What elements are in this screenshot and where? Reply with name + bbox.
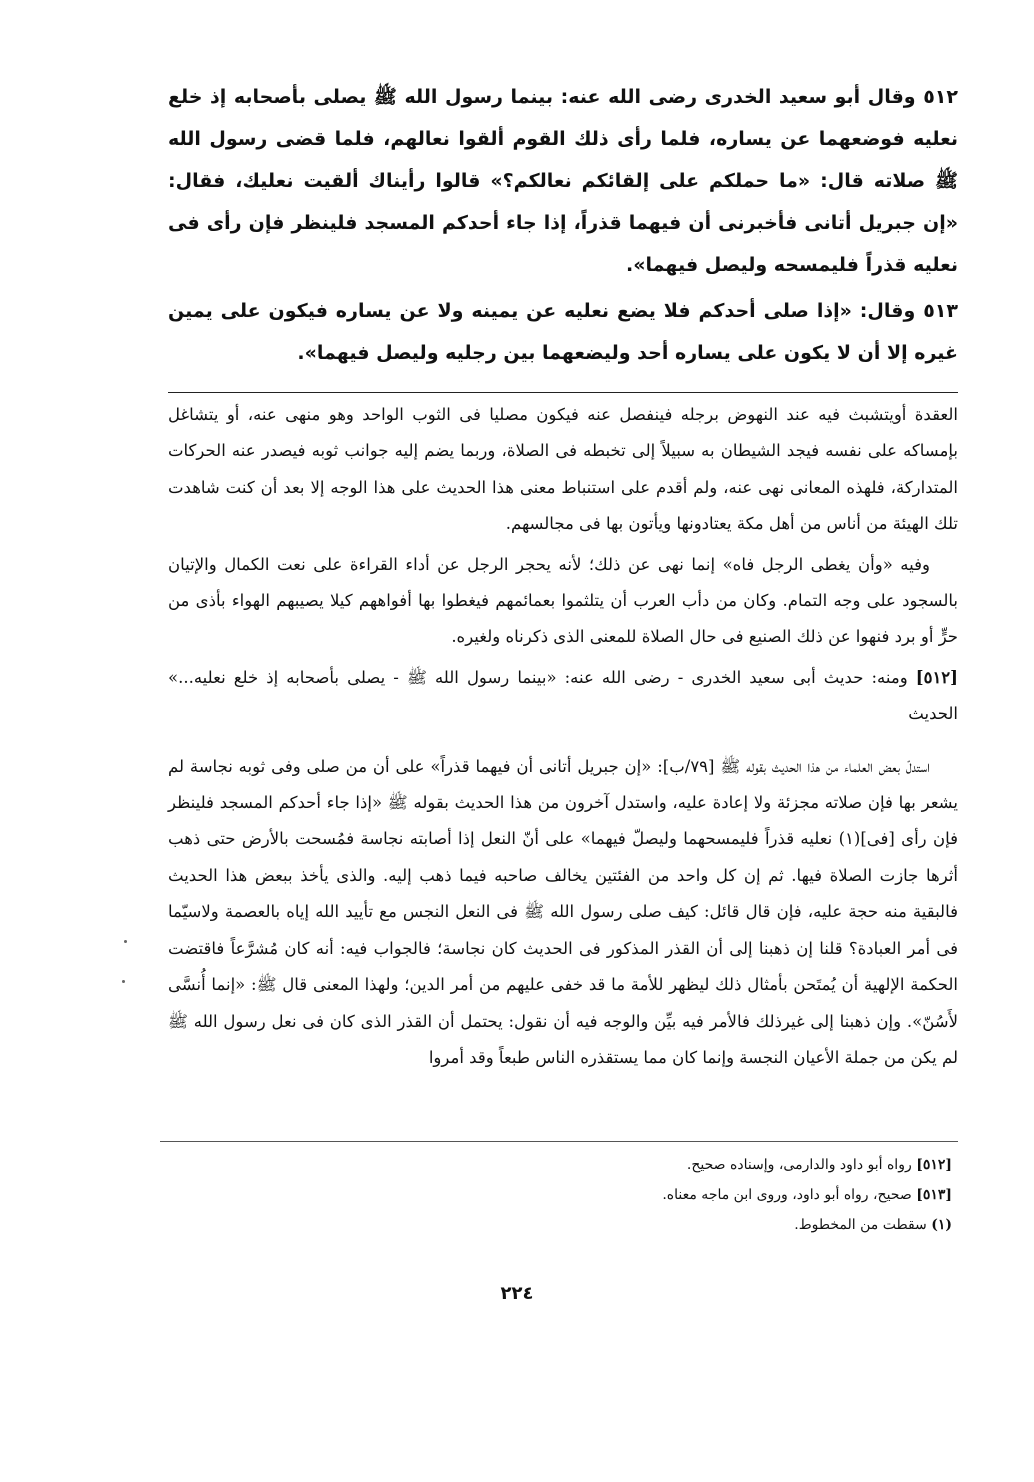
hadith-513 [168,290,958,374]
footnote-text: رواه أبو داود والدارمى، وإسناده صحيح. [686,1157,912,1173]
scan-speck [124,940,127,943]
section-ref-text: ومنه: حديث أبى سعيد الخدرى - رضى الله عنه: «بينما رسول الله ﷺ - يصلى بأصحابه إذ خلع نعليه...» الحديث [168,667,958,724]
footnote-text: صحيح، رواه أبو داود، وروى ابن ماجه معناه. [662,1187,912,1203]
page-number: ٢٢٤ [500,1283,534,1304]
hadith-number: ٥١٢ [923,86,958,108]
footnote-divider [160,1141,958,1142]
commentary-paragraph: وفيه «وأن يغطى الرجل فاه» إنما نهى عن ذلك؛ لأنه يحجر الرجل عن أداء القراءة على نعت الكمال والإتيان بالسجود على وجه التمام. وكان من دأب العرب أن يتلثموا بعمائمهم فيغطوا بها أفواههم كيلا يصيبهم الهواء بأذى من حرٍّ أو برد فنهوا عن ذلك الصنيع فى حال الصلاة للمعنى الذى ذكرناه ولغيره. [168,554,958,647]
hadith-number: ٥١٣ [923,300,958,322]
footnote-item [300,1180,952,1210]
section-reference [168,660,958,733]
scan-speck [122,980,125,983]
commentary-paragraph: العقدة أويتشبث فيه عند النهوض برجله فينفصل عنه فيكون مصليا فى الثوب الواحد وهو منهى عنه، أو يتشاغل بإمساكه على نفسه فيجد الشيطان به سبيلاً إلى تخبطه فى الصلاة، وربما يضم إليه جوانب ثوبه فيصدر عنه الحركات المتداركة، فلهذه المعانى نهى عنه، ولم أقدم على استنباط معنى هذا الحديث على هذا الوجه إلا بعد أن كنت شاهدت تلك الهيئة من أناس من أهل مكة يعتادونها ويأتون بها فى مجالسهم. [168,405,958,534]
footnote-ref: (١) [931,1217,952,1233]
footnotes [300,1150,952,1240]
discussion-paragraph: استدلّ بعض العلماء من هذا الحديث بقوله ﷺ [٧٩/ب]: «إن جبريل أتانى أن فيهما قذراً» على أن من صلى وفى ثوبه نجاسة لم يشعر بها فإن صلاته مجزئة ولا إعادة عليه، واستدل آخرون من هذا الحديث بقوله ﷺ «إذا جاء أحدكم المسجد فلينظر فإن رأى [فى](١) نعليه قذراً فليمسحهما وليصلّ فيهما» على أنّ النعل إذا أصابته نجاسة فمُسحت بالأرض حتى ذهب أثرها جازت الصلاة فيها. ثم إن كل واحد من الفئتين يخالف صاحبه فيما ذهب إليه. والذى يأخذ ببعض هذا الحديث فالبقية منه حجة عليه، فإن قال قائل: كيف صلى رسول الله ﷺ فى النعل النجس مع تأييد الله إياه بالعصمة ولاسيّما فى أمر العبادة؟ قلنا إن ذهبنا إلى أن القذر المذكور فى الحديث كان نجاسة؛ فالجواب فيه: أنه كان مُشرَّعاً فاقتضت الحكمة الإلهية أن يُمتَحن بأمثال ذلك ليظهر للأمة ما قد خفى عليهم من أمر الدين؛ ولهذا المعنى قال ﷺ: «إنما أُنسَّى لأَسُنّ». وإن ذهبنا إلى غيرذلك فالأمر فيه بيِّن والوجه فيه أن نقول: يحتمل أن القذر الذى كان فى نعل رسول الله ﷺ لم يكن من جملة الأعيان النجسة وإنما كان مما يستقذره الناس طبعاً وقد أمروا [168,756,958,1067]
section-ref-label: [٥١٢] [915,667,958,687]
footnote-item [300,1210,952,1240]
page-body [168,76,958,1076]
footnote-ref: [٥١٣] [916,1187,952,1203]
footnote-item [300,1150,952,1180]
section-divider [168,392,958,393]
hadith-text: وقال: «إذا صلى أحدكم فلا يضع نعليه عن يمينه ولا عن يساره فيكون على يمين غيره إلا أن لا يكون على يساره أحد وليضعهما بين رجليه وليصل فيهما». [168,300,958,364]
hadith-512 [168,76,958,286]
footnote-text: سقطت من المخطوط. [794,1217,927,1233]
footnote-ref: [٥١٢] [916,1157,952,1173]
hadith-text: وقال أبو سعيد الخدرى رضى الله عنه: بينما رسول الله ﷺ يصلى بأصحابه إذ خلع نعليه فوضعهما عن يساره، فلما رأى ذلك القوم ألقوا نعالهم، فلما قضى رسول الله ﷺ صلاته قال: «ما حملكم على إلقائكم نعالكم؟» قالوا رأيناك ألقيت نعليك، فقال: «إن جبريل أتانى فأخبرنى أن فيهما قذراً، إذا جاء أحدكم المسجد فلينظر فإن رأى فى نعليه قذراً فليمسحه وليصل فيهما». [168,86,958,276]
